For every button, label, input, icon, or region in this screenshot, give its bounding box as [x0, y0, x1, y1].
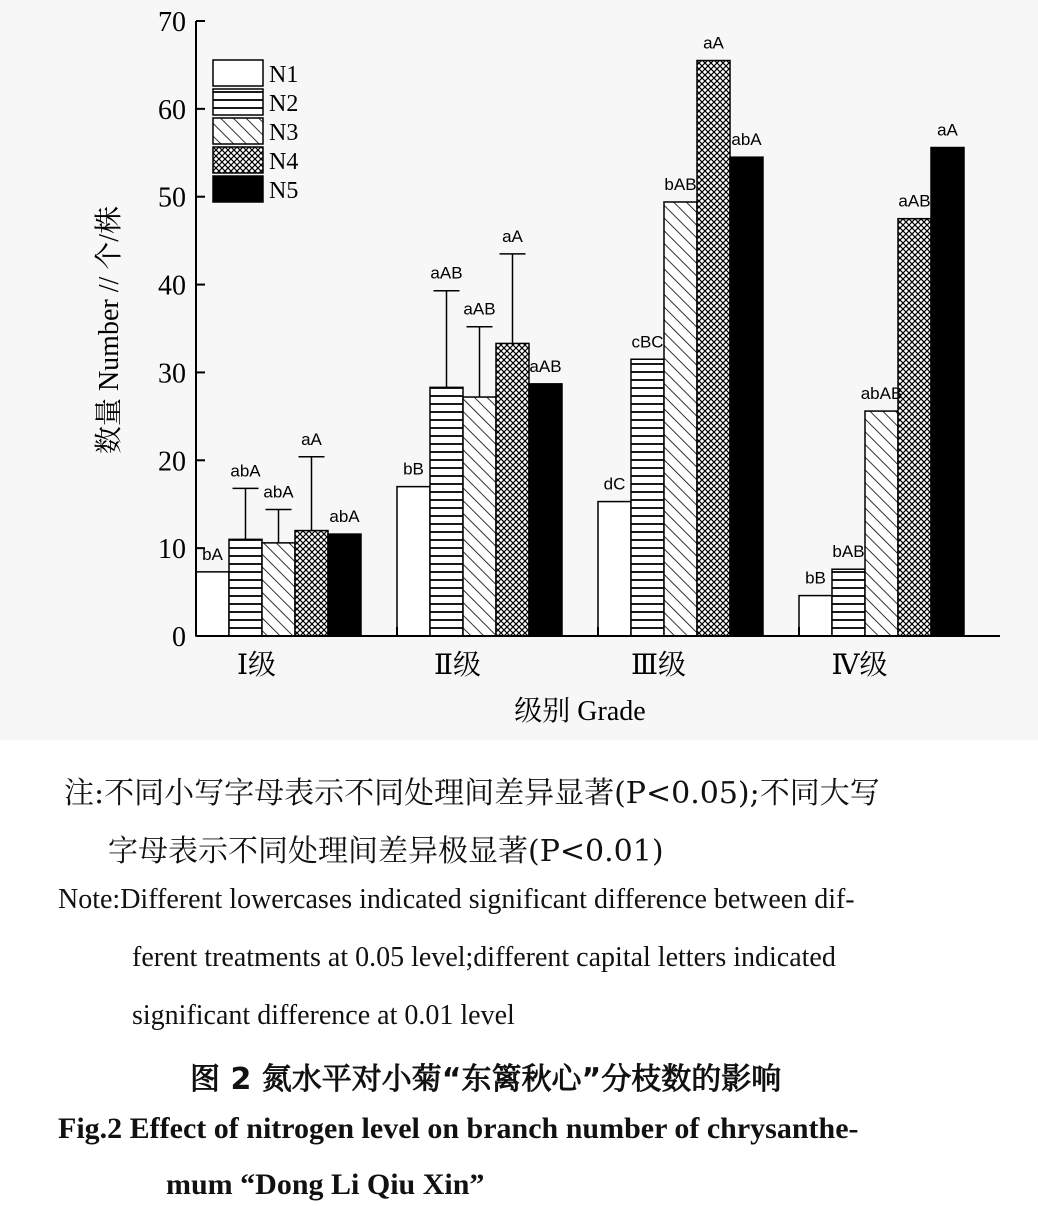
data-label-N3-2: aAB [463, 299, 496, 319]
legend-label-N3: N3 [269, 120, 299, 146]
data-label-N3-4: abAB [860, 384, 903, 404]
legend-label-N5: N5 [269, 178, 299, 204]
legend-swatch-N4 [213, 147, 263, 173]
bar-N2-4 [832, 569, 865, 636]
x-tick-label: Ⅲ级 [630, 650, 687, 681]
legend-label-N4: N4 [269, 149, 299, 175]
legend-swatch-N3 [213, 118, 263, 144]
bar-N3-1 [262, 543, 295, 636]
bar-N3-4 [865, 411, 898, 636]
bar-N1-4 [799, 596, 832, 636]
bar-N5-2 [529, 384, 562, 636]
bar-N4-2 [496, 343, 529, 636]
note-zh-line1: 注:不同小写字母表示不同处理间差异显著(P<0.05);不同大写 [64, 776, 880, 811]
caption-zh: 图 2 氮水平对小菊“东篱秋心”分枝数的影响 [190, 1062, 782, 1097]
y-tick-label: 0 [172, 622, 186, 653]
bar-N3-3 [664, 202, 697, 636]
bar-N4-4 [898, 219, 931, 636]
data-label-N3-3: bAB [664, 174, 697, 194]
note-en-line2: ferent treatments at 0.05 level;different capital letters indicated [132, 942, 836, 973]
data-label-N1-4: bB [805, 568, 826, 588]
data-label-N2-3: cBC [631, 332, 664, 352]
data-label-N2-1: abA [230, 461, 261, 481]
x-axis-label: 级别 Grade [514, 696, 646, 727]
bar-N1-2 [397, 487, 430, 636]
x-tick-label: Ⅰ级 [236, 650, 277, 681]
data-label-N4-1: aA [301, 429, 322, 449]
data-label-N5-1: abA [329, 507, 360, 527]
bar-N2-2 [430, 387, 463, 636]
bar-N3-2 [463, 397, 496, 636]
bar-N5-3 [730, 157, 763, 636]
data-label-N4-4: aAB [898, 191, 931, 211]
data-label-N5-2: aAB [529, 356, 562, 376]
caption-en-line2: mum “Dong Li Qiu Xin” [166, 1168, 485, 1201]
legend-swatch-N2 [213, 89, 263, 115]
y-tick-label: 70 [158, 7, 186, 38]
data-label-N5-4: aA [937, 120, 958, 140]
y-tick-label: 30 [158, 358, 186, 390]
data-label-N2-4: bAB [832, 542, 865, 562]
bar-N4-1 [295, 531, 328, 636]
y-tick-label: 40 [158, 270, 186, 302]
data-label-N2-2: aAB [430, 263, 463, 283]
bar-N5-4 [931, 148, 964, 636]
y-tick-label: 10 [158, 534, 186, 566]
x-tick-label: Ⅱ级 [433, 650, 482, 681]
y-tick-label: 50 [158, 182, 186, 214]
data-label-N1-2: bB [403, 459, 424, 479]
legend-label-N2: N2 [269, 91, 299, 117]
bar-N5-1 [328, 534, 361, 636]
bar-N2-1 [229, 539, 262, 636]
legend-label-N1: N1 [269, 62, 299, 88]
data-label-N5-3: abA [731, 130, 762, 150]
x-tick-label: Ⅳ级 [831, 650, 888, 681]
bar-N2-3 [631, 359, 664, 636]
y-tick-label: 20 [158, 446, 186, 478]
note-zh-line2: 字母表示不同处理间差异极显著(P<0.01) [108, 834, 664, 869]
data-label-N3-1: abA [263, 482, 294, 502]
bar-N4-3 [697, 61, 730, 636]
note-en-line1: Note:Different lowercases indicated significant difference between dif- [58, 884, 855, 915]
legend-swatch-N1 [213, 60, 263, 86]
caption-en-line1: Fig.2 Effect of nitrogen level on branch number of chrysanthe- [58, 1112, 859, 1145]
y-axis-label: 数量 Number // 个/株 [94, 205, 125, 455]
bar-N1-1 [196, 572, 229, 636]
legend-swatch-N5 [213, 176, 263, 202]
data-label-N4-3: aA [703, 33, 724, 53]
y-tick-label: 60 [158, 94, 186, 126]
data-label-N4-2: aA [502, 226, 523, 246]
data-label-N1-1: bA [202, 544, 223, 564]
note-en-line3: significant difference at 0.01 level [132, 1000, 515, 1031]
data-label-N1-3: dC [603, 474, 626, 494]
bar-N1-3 [598, 502, 631, 636]
